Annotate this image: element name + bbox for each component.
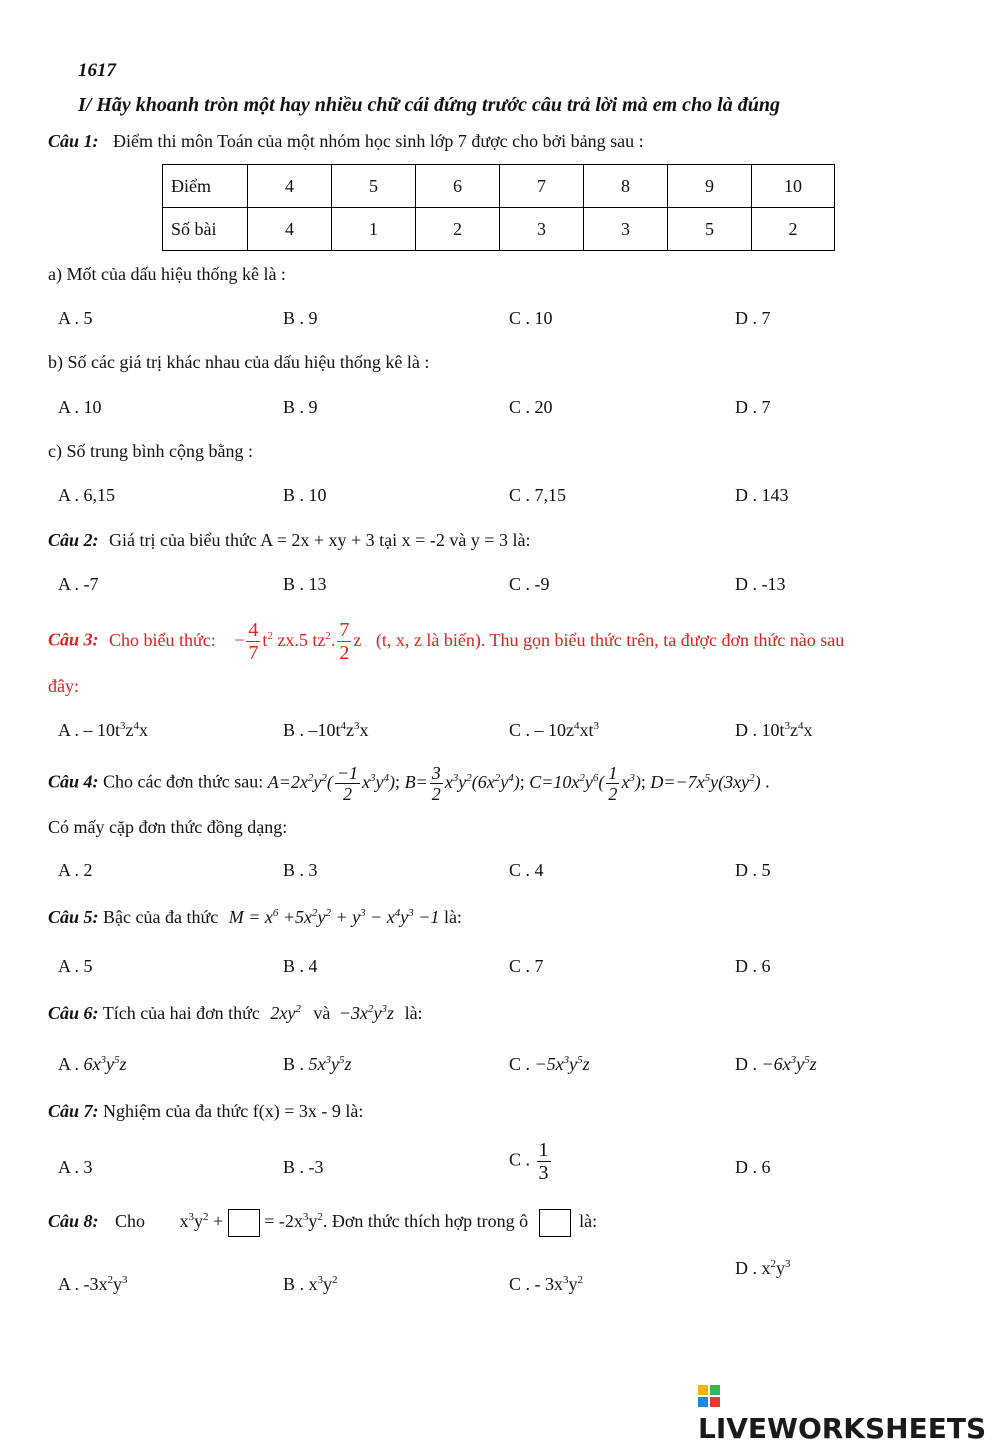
question-3-label: Câu 3: xyxy=(48,629,99,650)
table-cell: 2 xyxy=(752,208,835,251)
question-2-label: Câu 2: xyxy=(48,530,99,550)
monomial-list: $A=2x^2y^2$( $\frac{-1}{2}$ $x^3y^4$) xyxy=(267,763,396,804)
table-cell: 10 xyxy=(752,165,835,208)
liveworksheets-logo xyxy=(698,1379,1000,1445)
answer-option[interactable]: D . $x^2y^3$ xyxy=(735,1258,791,1278)
answer-option[interactable]: C . 7,15 xyxy=(509,485,567,505)
table-cell: 9 xyxy=(668,165,752,208)
answer-option[interactable]: B . 9 xyxy=(283,397,318,417)
answer-option[interactable]: C . 4 xyxy=(509,860,544,880)
answer-box-reference xyxy=(539,1209,571,1237)
answer-option[interactable]: B . $-10t^4z^3x$ xyxy=(283,720,369,740)
table-cell: 1 xyxy=(332,208,416,251)
answer-option[interactable]: B . $5x^3y^5z$ xyxy=(283,1054,352,1074)
equation: $x^3y^2$ + = $-2x^3y^2$ xyxy=(180,1211,323,1231)
question-6-tail: là: xyxy=(404,1003,423,1023)
answer-option[interactable]: A . 3 xyxy=(58,1157,93,1177)
question-3-tail2: đây: xyxy=(48,676,79,696)
table-cell: 5 xyxy=(332,165,416,208)
answer-option[interactable]: C . $-5x^3y^5z$ xyxy=(509,1054,590,1074)
question-6 xyxy=(48,1003,423,1024)
answer-option[interactable]: B . 10 xyxy=(283,485,327,505)
polynomial: $M = x^6 +5x^2y^2 + y^3 - x^4y^3 -1$ xyxy=(228,907,440,927)
question-7 xyxy=(48,1101,363,1122)
question-4-line2: Có mấy cặp đơn thức đồng dạng: xyxy=(48,817,288,837)
question-8-label: Câu 8: xyxy=(48,1211,99,1232)
answer-option[interactable]: B . 9 xyxy=(283,308,318,328)
question-1c-text: c) Số trung bình cộng bằng : xyxy=(48,441,253,461)
question-5-tail: là: xyxy=(443,907,462,927)
question-5 xyxy=(48,907,462,928)
table-cell: 5 xyxy=(668,208,752,251)
answer-option[interactable]: A . $-3x^2y^3$ xyxy=(58,1274,128,1294)
answer-option[interactable]: D . 143 xyxy=(735,485,789,505)
table-header-cell: Điểm xyxy=(163,165,248,208)
question-2 xyxy=(48,530,530,551)
question-8-mid: . Đơn thức thích hợp trong ô xyxy=(322,1211,529,1232)
question-8-intro: Cho xyxy=(115,1211,146,1232)
question-3-tail: (t, x, z là biến). Thu gọn biểu thức trên, ta được đơn thức nào sau xyxy=(375,629,845,650)
answer-option[interactable]: D . $10t^3z^4x$ xyxy=(735,720,813,740)
question-7-text: Nghiệm của đa thức f(x) = 3x - 9 là: xyxy=(103,1101,364,1121)
question-2-text: Giá trị của biểu thức A = 2x + xy + 3 tại x = -2 và y = 3 là: xyxy=(109,530,531,550)
answer-option[interactable]: A . -7 xyxy=(58,574,99,594)
answer-option[interactable]: B . 4 xyxy=(283,956,318,976)
table-cell: 3 xyxy=(584,208,668,251)
answer-option[interactable] xyxy=(509,1140,553,1183)
brand-text: LIVEWORKSHEETS xyxy=(698,1412,987,1445)
liveworksheets-mark-icon xyxy=(698,1385,720,1407)
option-prefix: C . xyxy=(509,1149,531,1170)
answer-option[interactable]: D . 6 xyxy=(735,956,771,976)
question-8 xyxy=(48,1209,597,1237)
answer-option[interactable]: B . 13 xyxy=(283,574,327,594)
answer-option[interactable]: C . 10 xyxy=(509,308,553,328)
table-cell: 4 xyxy=(248,208,332,251)
question-8-tail: là: xyxy=(579,1211,598,1232)
answer-option[interactable]: A . 5 xyxy=(58,956,93,976)
question-6-and: và xyxy=(313,1003,331,1023)
question-1 xyxy=(48,131,644,152)
fraction: $\frac{1}{3}$ xyxy=(538,1139,549,1184)
answer-option[interactable]: A . 10 xyxy=(58,397,102,417)
question-4-intro: Cho các đơn thức sau: xyxy=(103,771,264,792)
question-1a-text: a) Mốt của dấu hiệu thống kê là : xyxy=(48,264,286,284)
answer-option[interactable]: B . -3 xyxy=(283,1157,324,1177)
answer-option[interactable]: A . 2 xyxy=(58,860,93,880)
section-instruction: I/ Hãy khoanh tròn một hay nhiều chữ cái đứng trước câu trả lời mà em cho là đúng xyxy=(78,94,780,116)
question-1b-text: b) Số các giá trị khác nhau của dấu hiệu thống kê là : xyxy=(48,352,430,372)
answer-option[interactable]: D . -13 xyxy=(735,574,786,594)
score-row xyxy=(163,165,835,208)
table-cell: 3 xyxy=(500,208,584,251)
answer-option[interactable]: D . 7 xyxy=(735,308,771,328)
answer-option[interactable]: A . 5 xyxy=(58,308,93,328)
answer-option[interactable]: B . 3 xyxy=(283,860,318,880)
answer-box[interactable] xyxy=(228,1209,260,1237)
answer-option[interactable]: B . $x^3y^2$ xyxy=(283,1274,338,1294)
worksheet-code: 1617 xyxy=(78,60,116,81)
table-header-cell: Số bài xyxy=(163,208,248,251)
score-table xyxy=(162,164,835,251)
table-cell: 7 xyxy=(500,165,584,208)
question-1-text: Điểm thi môn Toán của một nhóm học sinh lớp 7 được cho bởi bảng sau : xyxy=(113,131,644,151)
question-7-label: Câu 7: xyxy=(48,1101,99,1121)
question-6-label: Câu 6: xyxy=(48,1003,99,1023)
answer-option[interactable]: C . 20 xyxy=(509,397,553,417)
table-cell: 2 xyxy=(416,208,500,251)
question-4: Câu 4: Cho các đơn thức sau: $A=2x^2y^2$( $\frac{-1}{2}$ $x^3y^4$); B= $\frac{3}{2}$ $x^3y^2(6x^2y^4)$; $C=10x^2y^6$( $\frac{1}{2}$ $x^3$); $D=-7x^5y(3xy^2)$ . xyxy=(48,763,770,804)
question-5-label: Câu 5: xyxy=(48,907,99,927)
answer-option[interactable]: C . - $3x^3y^2$ xyxy=(509,1274,583,1294)
question-4-label: Câu 4: xyxy=(48,771,99,792)
table-cell: 6 xyxy=(416,165,500,208)
answer-option[interactable]: A . 6,15 xyxy=(58,485,116,505)
answer-option[interactable]: C . -9 xyxy=(509,574,550,594)
question-5-intro: Bậc của đa thức xyxy=(103,907,219,927)
answer-option[interactable]: A . – $10t^3z^4x$ xyxy=(58,720,149,740)
answer-option[interactable]: C . 7 xyxy=(509,956,544,976)
table-cell: 4 xyxy=(248,165,332,208)
question-1-label: Câu 1: xyxy=(48,131,99,151)
count-row xyxy=(163,208,835,251)
answer-option[interactable]: D . 6 xyxy=(735,1157,771,1177)
answer-option[interactable]: D . 7 xyxy=(735,397,771,417)
answer-option[interactable]: C . – $10z^4xt^3$ xyxy=(509,720,600,740)
table-cell: 8 xyxy=(584,165,668,208)
question-6-intro: Tích của hai đơn thức xyxy=(102,1003,260,1023)
question-3 xyxy=(48,620,844,663)
question-3-intro: Cho biểu thức: xyxy=(109,629,216,650)
monomial: $2xy^2$ xyxy=(270,1003,301,1023)
answer-option[interactable]: D . $-6x^3y^5z$ xyxy=(735,1054,817,1074)
answer-option[interactable]: D . 5 xyxy=(735,860,771,880)
monomial: $-3x^2y^3z$ xyxy=(338,1003,395,1023)
answer-option[interactable]: A . $6x^3y^5z$ xyxy=(58,1054,127,1074)
expression: − $\frac{4}{7}$ $t^2$ zx.5 $tz^2$. $\frac{7}{2}$ z xyxy=(234,619,362,664)
